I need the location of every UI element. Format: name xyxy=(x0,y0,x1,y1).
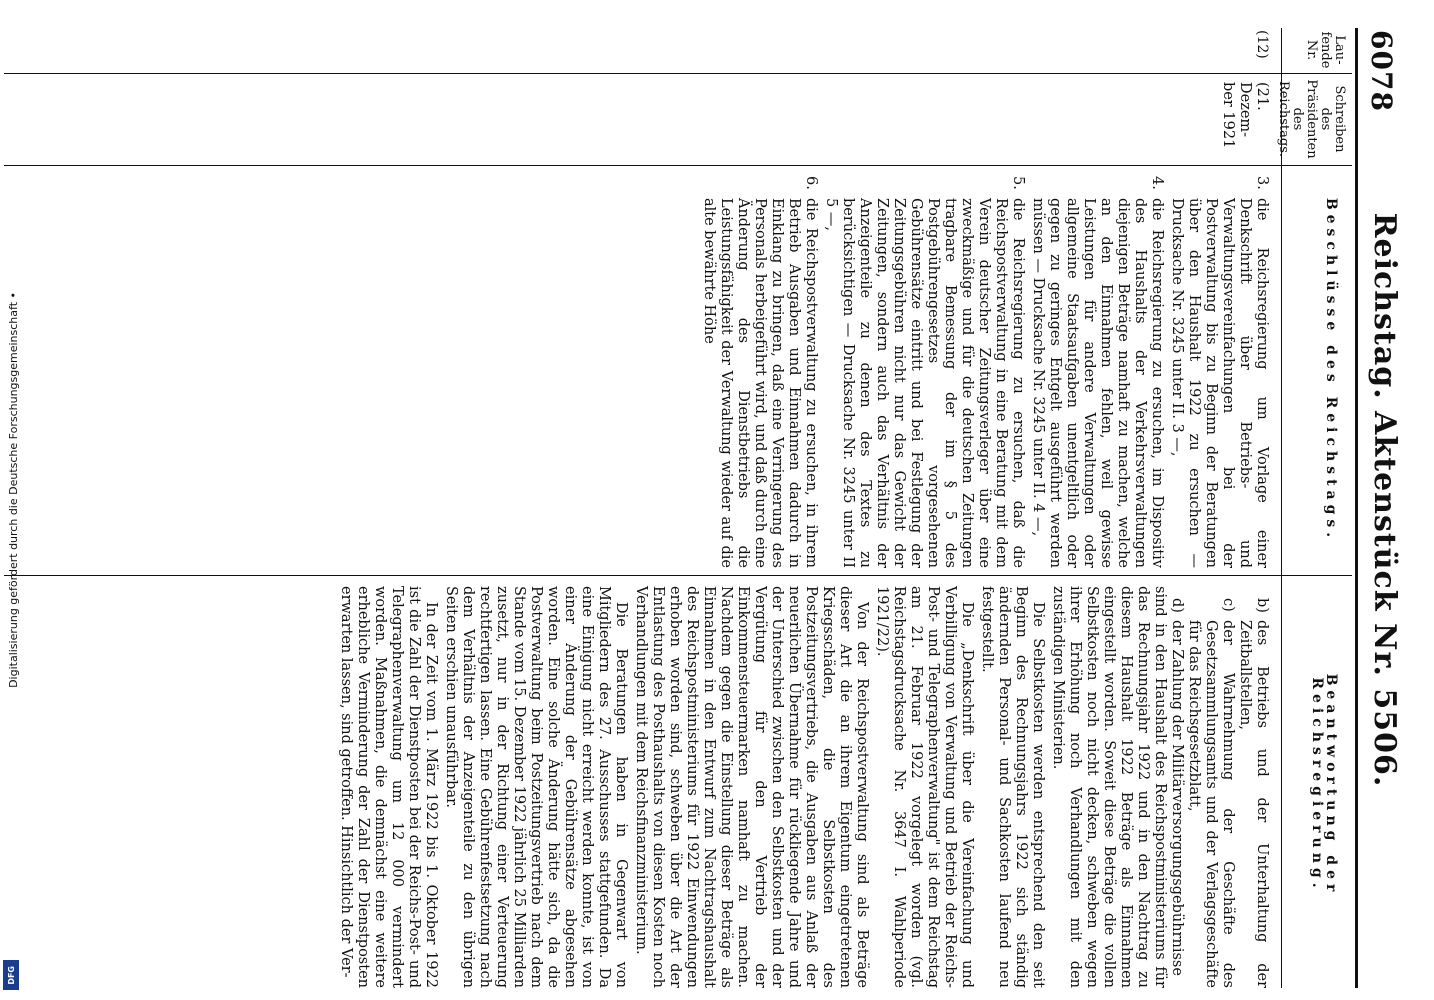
beschluesse-column xyxy=(697,176,1270,568)
header-rule xyxy=(1355,28,1358,988)
answer-subitem: c) der Wahrnehmung der Geschäfte des Gesetzsammlungsamts und der Verlagsgeschäfte für das Reichsgesetzblatt, xyxy=(1186,598,1236,988)
column-divider xyxy=(4,165,1352,166)
resolution-item: 6. die Reichspostverwaltung zu ersuchen, in ihrem Betrieb Ausgaben und Einnahmen dadurch in Einklang zu bringen, daß eine Verringerung des Personals herbeigeführt wird, und daß durch eine Änderung des Dienstbetriebs die Leistungsfähigkeit der Verwaltung wieder auf die alte bewährte Höhe xyxy=(701,176,819,568)
answer-subitem: b) des Betriebs und der Unterhaltung der Zeitballstellen, xyxy=(1237,598,1270,988)
entry-date: (21. Dezem- ber 1921 xyxy=(1220,82,1270,149)
dfg-logo: DFG xyxy=(3,960,19,990)
header-bottom-rule xyxy=(1281,28,1282,988)
answer-subitem: d) der Zahlung der Militärversorgungsgebührnisse xyxy=(1169,598,1185,976)
page-title: Reichstag. Aktenstück Nr. 5506. xyxy=(1367,212,1402,788)
resolution-item: 3. die Reichsregierung um Vorlage einer Denkschrift über Betriebs- und Verwaltungsvereinfachungen bei der Postverwaltung bis zu Beginn der Beratungen über den Haushalt 1922 zu ersuchen — Drucksache Nr. 3245 unter II. 3 —, xyxy=(1169,176,1270,568)
resolution-item: 4. die Reichsregierung zu ersuchen, im Dispositiv des Haushalts der Verkehrsverwaltungen diejenigen Beträge namhaft zu machen, welche an den Einnahmen fehlen, weil gewisse Leistungen für andere Verwaltungen oder allgemeine Staatsaufgaben unentgeltlich oder gegen zu geringes Entgelt ausgeführt werden müssen — Drucksache Nr. 3245 unter II. 4 —, xyxy=(1030,176,1165,568)
page-number: 6078 xyxy=(1365,30,1398,112)
answer-paragraph: Von der Reichspostverwaltung sind als Beträge dieser Art die an ihrem Eigentum eingetretenen Kriegsschäden, die Selbstkosten des Postzeitungsvertriebs, die Ausgaben aus Anlaß der neuerlichen Übernahme für rückliegende Jahre und der Unterschied zwischen den Selbstkosten und der Vergütung für den Vertrieb der Einkommensteuermarken namhaft zu machen. Nachdem gegen die Einstellung dieser Beträge als Einnahmen in den Entwurf zum Nachtragshaushalt des Reichspostministeriums für 1922 Einwendungen erhoben worden sind, schweben über die Art der Entlastung des Posthaushalts von diesen Kosten noch Verhandlungen mit dem Reichsfinanzministerium. xyxy=(633,586,870,988)
resolution-item: 5. die Reichsregierung zu ersuchen, daß die Reichspostverwaltung in eine Beratung mit dem Verein deutscher Zeitungsverleger über eine zweckmäßige und für die deutschen Zeitungen tragbare Bemessung der im § 5 des Postgebührengesetzes vorgesehenen Gebührensätze eintritt und bei Festlegung der Zeitungsgebühren nicht nur das Gewicht der Zeitungen, sondern auch das Verhältnis der Anzeigenteile zu denen des Textes zu berücksichtigen — Drucksache Nr. 3245 unter II 5 —, xyxy=(823,176,1026,568)
column-header-schreiben: Schreiben des Präsidenten des Reichstags. xyxy=(1276,79,1347,159)
answer-paragraph: Die Beratungen haben in Gegenwart von Mitgliedern des 27. Ausschusses stattgefunden. Da eine Einigung nicht erreicht werden konnte, ist von einer Änderung der Gebührensätze abgesehen worden. Eine solche Änderung hätte sich, da die Postverwaltung beim Postzeitungsvertrieb nach dem Stande vom 15. Dezember 1922 jährlich 25 Milliarden zusetzt, nur in der Richtung einer Verteuerung rechtfertigen lassen. Eine Gebührenfestsetzung nach dem Verhältnis der Anzeigenteile zu den übrigen Seiten erschien unausführbar. xyxy=(443,586,629,988)
column-divider xyxy=(4,73,1352,74)
column-header-beantwortung: Beantwortung der Reichsregierung. xyxy=(1309,673,1339,897)
answer-paragraph: Die Selbstkosten werden entsprechend den seit Beginn des Rechnungsjahrs 1922 sich ständig ändernden Personal- und Sachkosten laufend neu festgestellt. xyxy=(979,586,1046,988)
credit-text: Digitalisierung gefördert durch die Deutsche Forschungsgemeinschaft • xyxy=(6,292,20,688)
entry-number: (12) xyxy=(1254,30,1270,59)
column-header-beschluesse: Beschlüsse des Reichstags. xyxy=(1323,197,1339,543)
answer-paragraph: Die „Denkschrift über die Vereinfachung und Verbilligung von Verwaltung und Betrieb der Reichs-Post- und Telegraphenverwaltung" ist dem Reichstag am 21. Februar 1922 vorgelegt worden (vgl. Reichstagsdrucksache Nr. 3647 I. Wahlperiode 1921/22). xyxy=(874,586,975,988)
beantwortung-column xyxy=(334,586,1270,988)
column-header-laufende-nr: Lau- fende Nr. xyxy=(1304,31,1347,69)
column-divider xyxy=(4,575,1352,576)
answer-paragraph: In der Zeit vom 1. März 1922 bis 1. Oktober 1922 ist die Zahl der Dienstposten bei der Reichs-Post- und Telegraphenverwaltung um 12 000 vermindert worden. Maßnahmen, die demnächst eine weitere erhebliche Verminderung der Zahl der Dienstposten erwarten lassen, sind getroffen. Hinsichtlich der Ver- xyxy=(338,586,439,988)
answer-paragraph: sind in den Haushalt des Reichspostministeriums für das Rechnungsjahr 1922 und in den Nachtrag zu diesem Haushalt 1922 Beträge als Einnahmen eingestellt worden. Soweit diese Beträge die vollen Selbstkosten noch nicht decken, schweben wegen ihrer Erhöhung noch Verhandlungen mit den zuständigen Ministerien. xyxy=(1050,586,1168,988)
